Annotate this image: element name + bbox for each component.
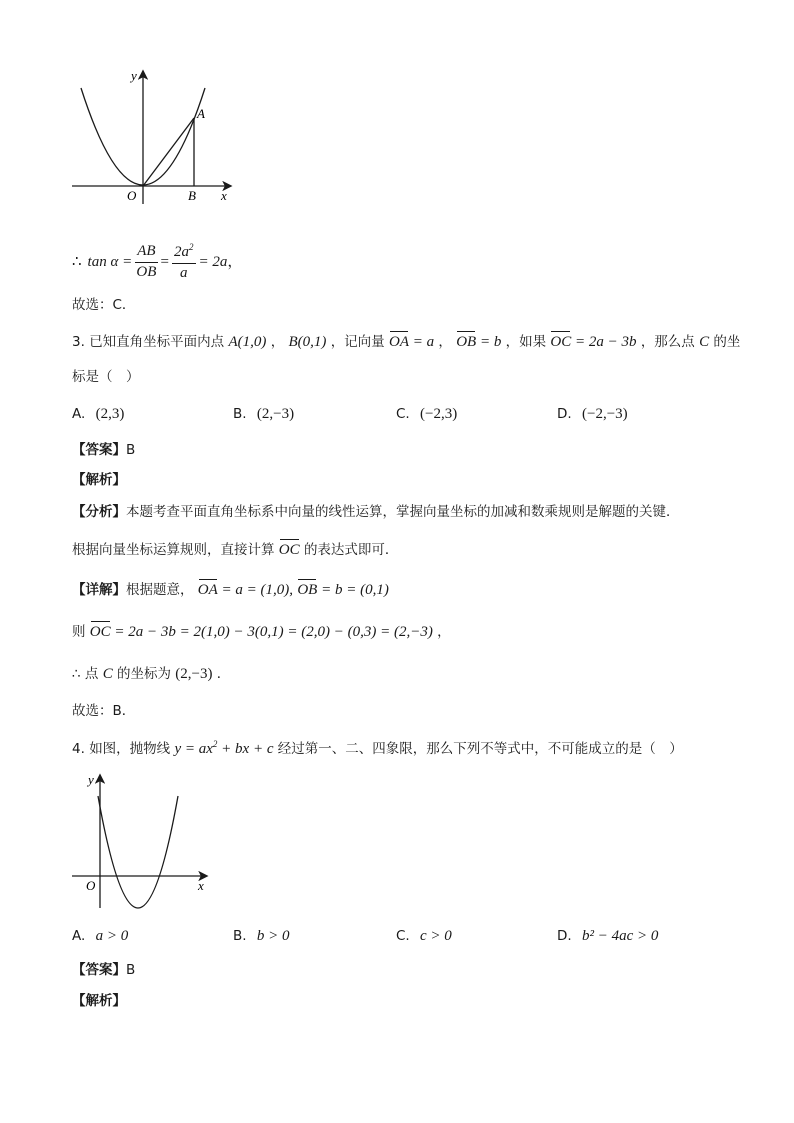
answer-line-2 bbox=[72, 964, 135, 978]
fraction-denominator: OB bbox=[136, 263, 157, 280]
tan-formula bbox=[72, 243, 242, 282]
question-3-line-1 bbox=[72, 335, 740, 350]
parabola-expression: y = ax bbox=[174, 741, 213, 757]
point-c: C bbox=[699, 334, 710, 350]
question-4-line bbox=[72, 740, 683, 757]
q4-option-a[interactable] bbox=[72, 929, 128, 944]
separator: ， bbox=[270, 334, 285, 350]
period: ． bbox=[216, 666, 231, 682]
parabola-graph-1 bbox=[68, 66, 238, 206]
question-text: ，如果 bbox=[505, 334, 547, 350]
option-label: A. bbox=[72, 928, 86, 944]
vector-eq: = a bbox=[412, 334, 435, 350]
answer-value: B bbox=[126, 442, 136, 458]
selection-line-2: 故选：B． bbox=[72, 703, 136, 719]
q4-option-b[interactable] bbox=[233, 929, 289, 944]
fenxi-heading: 【分析】 bbox=[72, 504, 126, 520]
q4-option-c[interactable] bbox=[396, 929, 452, 944]
option-value: (−2,−3) bbox=[581, 406, 628, 422]
option-value: (2,−3) bbox=[256, 406, 295, 422]
label-x: x bbox=[198, 878, 204, 893]
option-value: c > 0 bbox=[420, 928, 452, 944]
separator: ， bbox=[438, 334, 452, 350]
tan-rhs: = 2a bbox=[198, 253, 228, 270]
fenxi-text: 本题考查平面直角坐标系中向量的线性运算，掌握向量坐标的加减和数乘规则是解题的关键． bbox=[126, 504, 680, 520]
label-B: B bbox=[188, 188, 196, 203]
point-c-line bbox=[72, 667, 230, 682]
option-value: (2,3) bbox=[95, 406, 125, 422]
option-label: B. bbox=[233, 928, 247, 944]
xiangjie-text: 根据题意， bbox=[126, 582, 194, 598]
analysis-heading: 【解析】 bbox=[72, 472, 126, 488]
fraction-numerator: 2a bbox=[174, 244, 190, 260]
therefore-symbol: ∴ bbox=[72, 253, 82, 270]
option-value: b > 0 bbox=[256, 928, 290, 944]
answer-heading: 【答案】 bbox=[72, 442, 126, 458]
fraction-denominator: a bbox=[180, 264, 188, 281]
ze-expression: = 2a − 3b = 2(1,0) − 3(0,1) = (2,0) − (0,3) = (2,−3) bbox=[114, 624, 433, 640]
question-text: 经过第一、二、四象限，那么下列不等式中，不可能成立的是（ ） bbox=[277, 741, 683, 757]
tan-lhs: tan α = bbox=[87, 253, 133, 270]
fraction-2a2-a bbox=[172, 243, 196, 282]
option-label: C. bbox=[396, 406, 410, 422]
fraction-ab-ob bbox=[135, 244, 157, 281]
segment-OA bbox=[143, 118, 194, 186]
vector-eq: = b = (0,1) bbox=[321, 582, 389, 598]
option-label: D. bbox=[557, 928, 572, 944]
vector-eq: = b bbox=[479, 334, 502, 350]
answer-line bbox=[72, 444, 135, 458]
question-text: ，记向量 bbox=[330, 334, 385, 350]
fraction-numerator: AB bbox=[135, 244, 157, 263]
option-a[interactable] bbox=[72, 407, 124, 422]
vector-oa: OA bbox=[197, 582, 218, 598]
selection-line-1: 故选：C． bbox=[72, 297, 136, 313]
point-a: A(1,0) bbox=[228, 334, 267, 350]
vector-ob: OB bbox=[456, 334, 477, 350]
vector-oc: OC bbox=[550, 334, 572, 350]
parabola-curve bbox=[98, 796, 178, 908]
fenxi-line bbox=[72, 506, 680, 520]
option-b[interactable] bbox=[233, 407, 294, 422]
vector-eq: = 2a − 3b bbox=[575, 334, 637, 350]
point-c-value: (2,−3) bbox=[175, 666, 213, 682]
fenxi2-text: 的表达式即可． bbox=[303, 542, 399, 558]
option-c[interactable] bbox=[396, 407, 457, 422]
fenxi-line-2 bbox=[72, 543, 398, 558]
vector-oa: OA bbox=[388, 334, 409, 350]
question-text: 已知直角坐标平面内点 bbox=[89, 334, 225, 350]
q4-option-d[interactable] bbox=[557, 929, 658, 944]
question-text: 如图，抛物线 bbox=[89, 741, 171, 757]
option-value: b² − 4ac > 0 bbox=[581, 928, 659, 944]
answer-value: B bbox=[126, 962, 136, 978]
option-label: C. bbox=[396, 928, 410, 944]
vector-ob: OB bbox=[297, 582, 318, 598]
option-label: A. bbox=[72, 406, 86, 422]
option-d[interactable] bbox=[557, 407, 628, 422]
vector-oc: OC bbox=[89, 624, 111, 640]
vector-oc: OC bbox=[278, 542, 300, 558]
point-c-text: ∴ 点 bbox=[72, 666, 99, 682]
option-value: (−2,3) bbox=[420, 406, 458, 422]
question-text: ，那么点 bbox=[640, 334, 695, 350]
comma: ， bbox=[437, 624, 451, 640]
parabola-graph-2 bbox=[68, 770, 214, 910]
label-A: A bbox=[197, 106, 205, 121]
point-c: C bbox=[102, 666, 113, 682]
option-value: a > 0 bbox=[95, 928, 129, 944]
ze-line bbox=[72, 625, 451, 640]
question-number: 3. bbox=[72, 334, 85, 350]
label-O: O bbox=[86, 878, 96, 893]
parabola-expression: + bx + c bbox=[217, 741, 274, 757]
question-text: 的坐 bbox=[713, 334, 741, 350]
answer-heading: 【答案】 bbox=[72, 962, 126, 978]
label-O: O bbox=[127, 188, 137, 203]
fenxi2-text: 根据向量坐标运算规则，直接计算 bbox=[72, 542, 275, 558]
option-label: B. bbox=[233, 406, 247, 422]
comma: ， bbox=[227, 253, 243, 270]
label-y: y bbox=[88, 772, 94, 787]
exponent: 2 bbox=[212, 739, 218, 749]
exponent: 2 bbox=[189, 242, 194, 252]
question-3-line-2: 标是（ ） bbox=[72, 369, 140, 385]
label-y: y bbox=[131, 68, 137, 83]
point-c-text: 的坐标为 bbox=[117, 666, 171, 682]
analysis-heading-2: 【解析】 bbox=[72, 993, 126, 1009]
point-b: B(0,1) bbox=[288, 334, 327, 350]
xiangjie-line bbox=[72, 583, 389, 598]
vector-eq: = a = (1,0), bbox=[221, 582, 294, 598]
question-number: 4. bbox=[72, 741, 85, 757]
equals-sign: = bbox=[160, 253, 170, 270]
label-x: x bbox=[221, 188, 227, 203]
xiangjie-heading: 【详解】 bbox=[72, 582, 126, 598]
option-label: D. bbox=[557, 406, 572, 422]
ze-text: 则 bbox=[72, 624, 86, 640]
